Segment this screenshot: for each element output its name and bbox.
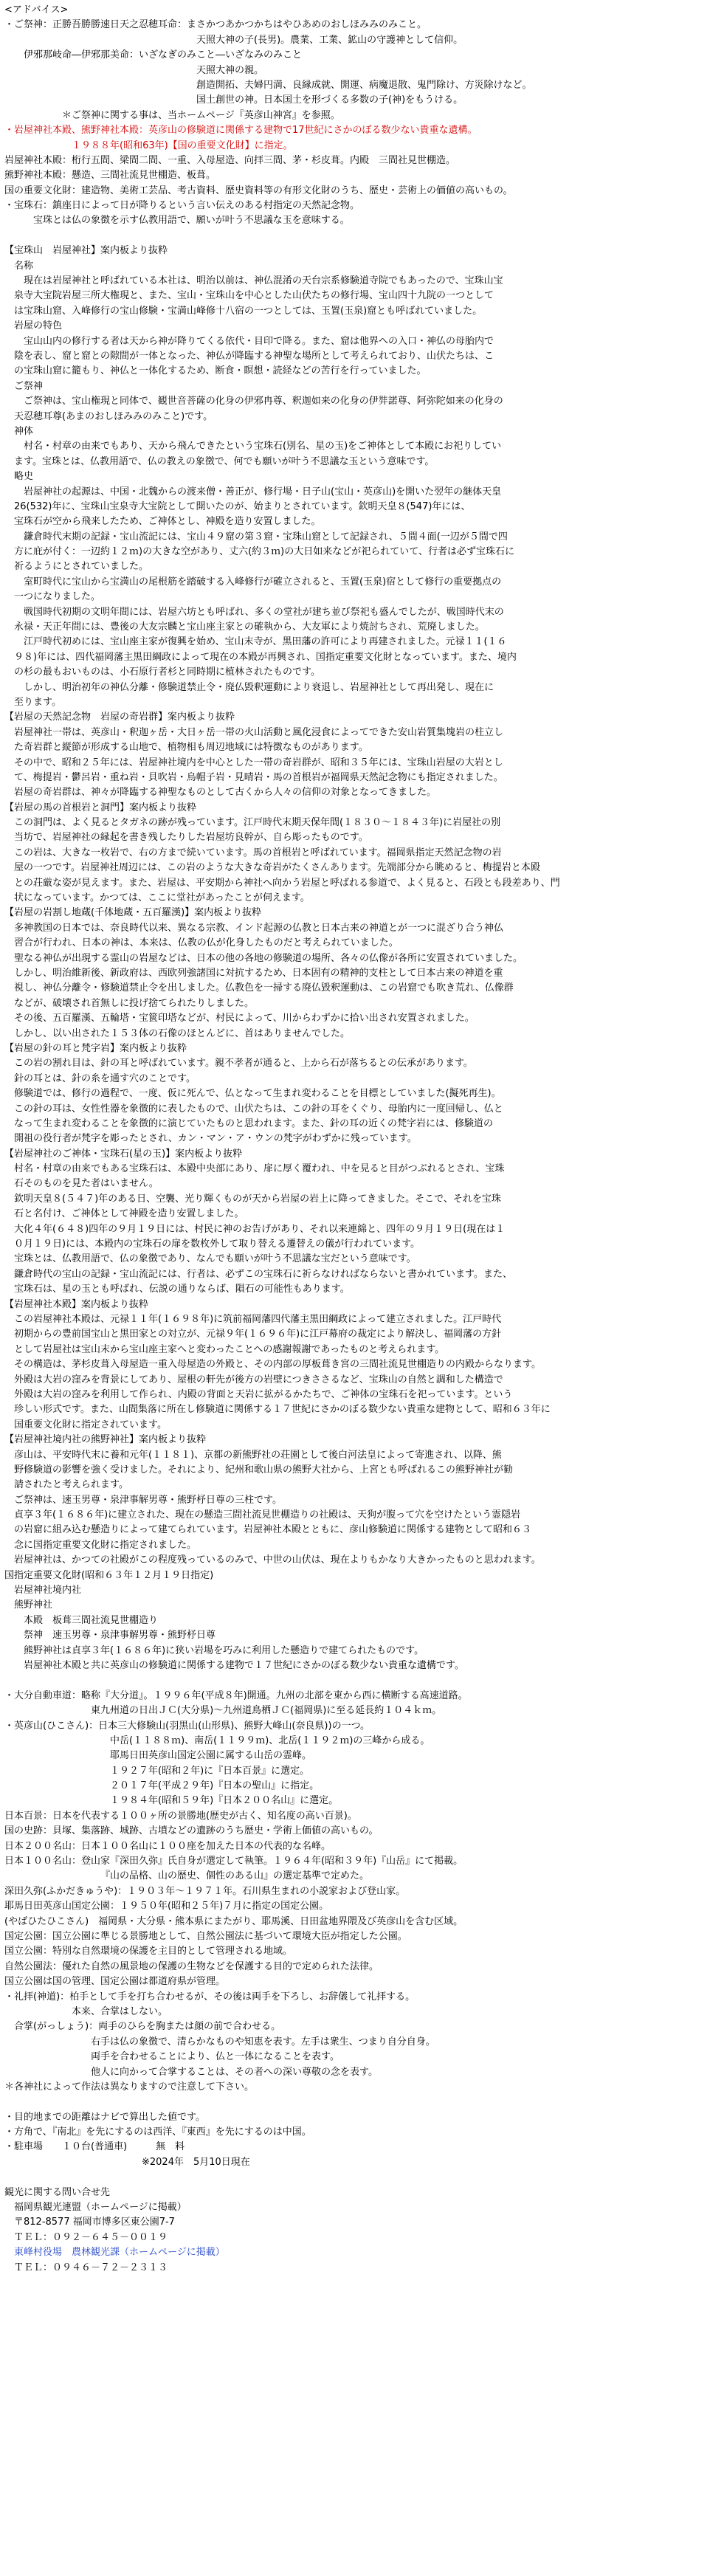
text-line: 習合が行われ、日本の神は、本来は、仏教の仏が化身したものだと考えられていました。 [14,937,399,949]
text-line: 大化４年(６４８)四年の９月１９日には、村民に神のお告げがあり、それ以来連綿と、四年の９月１９日(現在は１ [14,1223,506,1235]
text-line: 神体 [14,425,34,437]
text-line: 室町時代に宝山から宝満山の尾根筋を踏破する入峰修行が確立されると、玉置(玉泉)宿として修行の重要拠点の [24,576,502,588]
text-line: 祈るようにとされていました。 [14,561,149,573]
text-line: 天照大神の親。 [196,64,264,76]
text-line: 村名・村章の由来でもあり、天から飛んできたという宝珠石(別名、星の玉)をご神体として本殿にお祀りしてい [24,441,502,452]
text-line: しかし、明治初年の神仏分離・修験道禁止令・廃仏毀釈運動により衰退し、岩屋神社として再出発し、現在に [24,681,494,693]
text-line: 江戸時代初めには、宝山座主家が復興を始め、宝山末寺が、黒田藩の許可により再建されました。元禄１１(１６ [24,636,507,648]
text-line: 略史 [14,471,34,483]
text-line: 貞享３年(１６８６年)に建立された、現在の懸造三間社流見世棚造りの社殿は、天狗が腹って穴を空けたという霊隠岩 [14,1509,521,1521]
text-line: 国指定重要文化財(昭和６３年１２月１９日指定) [4,1569,214,1581]
text-line: ９８)年には、四代福岡藩主黒田綱政によって現在の本殿が再興され、国指定重要文化財となっています。また、境内 [14,651,517,663]
text-line: 岩屋神社本殿：桁行五間、梁間二間、一重、入母屋造、向拝三間、茅・杉皮葺。内殿 三間社見世棚造。 [4,154,456,166]
text-line: 石そのものを見た者はいません。 [14,1178,159,1190]
text-line: 耶馬日田英彦山国定公園に属する山岳の霊峰。 [110,1750,312,1762]
text-line: 永禄・天正年間には、豊後の大友宗麟と宝山座主家との確執から、大友軍により焼討ちされ、荒廃しました。 [14,621,485,633]
text-line: 彦山は、平安時代末に養和元年(１１８１)、京都の新熊野社の荘園として後白河法皇によって寄進され、以降、熊 [14,1449,502,1461]
text-line: ０月１９日)には、本殿内の宝珠石の扉を数枚外して取り替える遷替えの儀が行われています。 [14,1239,421,1250]
document-lines [4,3,720,2155]
text-line: この針の耳は、女性性器を象徴的に表したもので、山伏たちは、この針の耳をくぐり、母胎内に一度回帰し、仏と [14,1103,503,1115]
text-line: 深田久弥(ふかだきゅうや)：１９０３年～１９７１年。石川県生まれの小説家および登山家。 [4,1885,406,1897]
text-line: ２０１７年(平成２９年)『日本の聖山』に指定。 [110,1780,320,1792]
text-line: 天忍穂耳尊(あまのおしほみみのみこと)です。 [14,410,213,422]
text-line: 両手を合わせることにより、仏と一体になることを表す。 [91,2051,339,2063]
text-line: 【岩屋神社のご神体・宝珠石(星の玉)】案内板より抜粋 [4,1148,243,1160]
text-line: ・宝珠石：鎮座日によって日が降りるという言い伝えのある村指定の天然記念物。 [4,200,360,212]
text-line: 宝珠とは、仏教用語で、仏の象徴であり、なんでも願いが叶う不思議な宝だという意味です。 [14,1253,416,1265]
text-line: 戦国時代初期の文明年間には、岩屋六坊とも呼ばれ、多くの堂社が建ち並び祭祀も盛んでしたが、戦国時代末の [24,606,504,618]
text-line: この洞門は、よく見るとタガネの跡が残っています。江戸時代末期天保年間(１８３０～１８４３年)に岩屋社の別 [14,817,501,829]
text-line: 屋の一つです。岩屋神社周辺には、この岩のような大きな奇岩がたくさんあります。先端部分から眺めると、梅提岩と本殿 [14,862,540,874]
text-line: 【岩屋の天然記念物 岩屋の奇岩群】案内板より抜粋 [4,712,235,723]
text-line: 国重要文化財に指定されています。 [14,1419,167,1430]
text-line: 国土創世の神。日本国土を形づくる多数の子(神)をもうける。 [196,94,463,106]
text-line: ・方角で、『南北』を先にするのは西洋、『東西』を先にするのは中国。 [4,2126,311,2138]
text-line: 26(532)年に、宝珠山宝泉寺大宝院として開いたのが、始まりとされています。欽明天皇８(547)年には、 [14,500,471,512]
text-line: 国の史跡：貝塚、集落跡、城跡、古墳などの遺跡のうち歴史・学術上価値の高いもの。 [4,1825,379,1837]
text-line: 他人に向かって合掌することは、その者への深い尊敬の念を表す。 [91,2066,378,2078]
text-line: 聖なる神仏が出現する霊山の岩屋などは、日本の他の各地の修験道の場所、各々の仏像が各所に安置されていました。 [14,952,523,964]
text-line: 岩屋神社境内社 [14,1585,82,1597]
text-line: 創造開拓、夫婦円満、良縁成就、開運、病魔退散、鬼門除け、方災除けなど。 [196,79,532,91]
inquiry-org1-tel: ＴＥＬ：０９２－６４５－００１９ [14,2231,168,2243]
text-line: 東九州道の日出ＪＣ(大分県)～九州道鳥栖ＪＣ(福岡県)に至る延長約１０４ｋｍ。 [91,1705,442,1717]
text-line: 岩屋の奇岩群は、神々が降臨する神聖なものとして古くから人々の信仰の対象となってきました。 [14,787,437,799]
blank-line [4,2170,720,2185]
text-line: 方に庇が付く：一辺約１２ｍ)の大きな空があり、丈六(約３ｍ)の大日如来などが祀られていて、行者は必ず宝珠石に [14,546,514,558]
text-line: その構造は、茅杉皮葺入母屋造一重入母屋造の外殿と、その内部の厚板葺き宮の三間社流見世棚造りの内殿からなります。 [14,1359,541,1371]
date-note: ※2024年 5月10日現在 [142,2156,250,2168]
text-line: 宝山山内の修行する者は天から神が降りてくる依代・目印で降る。また、窟は他界への入口・神仏の母胎内で [24,335,494,347]
text-line: なって生まれ変わることを象徴的に演じていたものと思われます。また、針の耳の近くの梵字岩には、修験道の [14,1117,493,1129]
text-line: 視し、神仏分離令・修験道禁止令を出しました。仏教色を一掃する廃仏毀釈運動は、この岩窟でも吹き荒れ、仏像群 [14,982,514,994]
text-line: などが、破壊され首無しに投げ捨てられたりしました。 [14,997,255,1009]
text-line: 国定公園：国立公園に準じる景勝地として、自然公園法に基づいて環境大臣が指定した公園。 [4,1931,407,1942]
text-line: ・英彦山(ひこさん)：日本三大修験山(羽黒山(山形県)、熊野大峰山(奈良県))の一つ。 [4,1720,370,1732]
text-line: 外殿は大岩の窪みを利用して作られ、内殿の背面と天岩に拡がるかたちで、ご神体の宝珠石を祀っています。という [14,1388,513,1400]
text-line: 国立公園：特別な自然環境の保護を主目的として管理される地域。 [4,1946,293,1957]
text-line: た奇岩群と縦節が形成する山地で、植物相も周辺地域には特徴なものがあります。 [14,742,368,754]
text-line: 村名・村章の由来でもある宝珠石は、本殿中央部にあり、扉に厚く覆われ、中を見ると目がつぶれるとされ、宝珠 [14,1163,505,1175]
text-line: 【岩屋神社本殿】案内板より抜粋 [4,1298,149,1310]
inquiry-org2-tel: ＴＥＬ：０９４６－７２－２３１３ [14,2262,168,2273]
text-line: 【岩屋の馬の首根岩と洞門】案内板より抜粋 [4,802,197,813]
text-line: て、梅提岩・鬱呂岩・重ね岩・貝吹岩・烏帽子岩・見晴岩・馬の首根岩が福岡県天然記念物にも指定されました。 [14,771,503,783]
blank-line [4,1673,720,1688]
text-line: 岩屋神社一帯は、英彦山・釈迦ヶ岳・大日ヶ岳一帯の火山活動と風化浸食によってできた安山岩質集塊岩の柱立し [14,726,504,738]
text-line: 陰を表し、窟と窟との隙間が一体となった、神仏が降臨する神聖な場所として考えられており、山伏たちは、こ [14,350,494,362]
text-line: 本殿 板葺三間社流見世棚造り [24,1614,159,1626]
text-line: ＊ご祭神に関する事は、当ホームページ『英彦山神宮』を参照。 [62,109,340,121]
text-line: 熊野神社は貞享３年(１６８６年)に狭い岩場を巧みに利用した懸造りで建てられたものです。 [24,1645,424,1656]
text-line: １９８８年(昭和63年)【国の重要文化財】に指定。 [72,140,293,151]
text-line: この岩は、大きな一枚岩で、右の方まで続いています。馬の首根岩と呼ばれています。福岡県指定天然記念物の岩 [14,847,502,858]
text-line: ・大分自動車道：略称『大分道』。１９９６年(平成８年)開通。九州の北部を東から西に横断する高速道路。 [4,1690,468,1701]
text-line: 初期からの豊前国宝山と黒田家との対立が、元禄９年(１６９６年)に江戸幕府の裁定により解決し、福岡藩の方針 [14,1329,502,1340]
text-line: 天照大神の子(長男)。農業、工業、鉱山の守護神として信仰。 [196,34,463,46]
inquiry-heading: 観光に関する問い合せ先 [4,2186,111,2198]
text-line: 欽明天皇８(５４７)年のある日、空襲、光り輝くものが天から岩屋の岩上に降ってきました。そこで、それを宝珠 [14,1193,501,1205]
text-line: 【宝珠山 岩屋神社】案内板より抜粋 [4,245,168,257]
inquiry-org1-name: 福岡県観光連盟（ホームページに掲載） [14,2202,187,2214]
text-line: 開祖の役行者が梵字を彫ったとされ、カン・マン・ア・ウンの梵字がわずかに残っています。 [14,1133,417,1145]
text-line: 本来、合掌はしない。 [72,2005,168,2017]
text-line: の杉の最もおいものは、小石原行者杉と同時期に植林されたものです。 [14,667,320,678]
text-line: 宝珠石が空から飛来したため、ご神体とし、神殿を造り安置しました。 [14,516,321,528]
text-line: 多神教国の日本では、奈良時代以来、異なる宗教、インド起源の仏教と日本古来の神道とが一つに混ざり合う神仏 [14,922,504,934]
text-line: ご祭神 [14,380,44,392]
text-line: ご祭神は、速玉男尊・泉津事解男尊・熊野杼日尊の三柱です。 [14,1494,282,1506]
text-line: 珍しい形式です。また、山間集落に所在し修験道に関係する１７世紀にさかのぼる数少ない貴重な建物として、昭和６３年に [14,1404,551,1416]
text-line: １９８４年(昭和５９年)『日本２００名山』に選定。 [110,1795,339,1807]
text-line: 念に国指定重要文化財に指定されました。 [14,1539,197,1551]
text-line: 国立公園は国の管理、国定公園は都道府県が管理。 [4,1976,226,1988]
text-line: ます。宝珠とは、仏教用語で、仏の教えの象徴で、何でも願いが叶う不思議な玉という意味です。 [14,455,435,467]
text-line: 耶馬日田英彦山国定公園：１９５０年(昭和２５年)７月に指定の国定公園。 [4,1901,329,1912]
text-line: 請されたと考えられます。 [14,1479,128,1491]
text-line: その中で、昭和２５年には、岩屋神社境内を中心とした一帯の奇岩群が、昭和３５年には、宝珠山岩屋の大岩とし [14,757,503,768]
text-line: 石と名付け、ご神体として神殿を造り安置しました。 [14,1208,244,1220]
text-line: 岩屋神社は、かつての社殿がこの程度残っているのみで、中世の山伏は、現在よりもかなり大きかったものと思われます。 [14,1554,541,1566]
text-line: 自然公園法：優れた自然の風景地の保護の生物などを保護する目的で定められた法律。 [4,1960,379,1972]
text-line: しかし、以い出された１５３体の石像のほとんどに、首はありませんでした。 [14,1027,351,1039]
text-line: との荘厳な姿が見えます。また、岩屋は、平安期から神社へ向かう岩屋と呼ばれる参道で、よく見ると、石段とも段差あり、門 [14,877,560,889]
text-line: この岩の割れ目は、針の耳と呼ばれています。親不孝者が通ると、上から石が落ちるとの伝承があります。 [14,1058,473,1070]
text-line: 【岩屋神社境内社の熊野神社】案内板より抜粋 [4,1434,207,1446]
text-line: 修験道では、修行の過程で、一度、仮に死んで、仏となって生まれ変わることを目標としていました(擬死再生)。 [14,1088,501,1100]
text-line: ・礼拝(神道)：柏手として手を打ち合わせるが、その後は両手を下ろし、お辞儀して礼拝する。 [4,1991,416,2002]
inquiry-org2-name-link[interactable]: 東峰村役場 農林観光課（ホームページに掲載） [14,2247,225,2259]
text-line: 鎌倉時代末期の記録・宝山流記には、宝山４９窟の第３窟・宝珠山窟として記録され、５間４面(一辺が５間で四 [24,531,508,543]
text-line: ご祭神は、宝山権現と同体で、観世音菩薩の化身の伊邪冉尊、釈迦如来の化身の伊弉諾尊、阿弥陀如来の化身の [24,396,503,407]
text-line: 一つになりました。 [14,591,101,603]
document-body [4,3,720,2276]
blank-line [4,229,720,244]
text-line: 外殿は大岩の窪みを背景にしてあり、屋根の軒先が後方の岩壁につきささるなど、宝珠山の自然と調和した構造で [14,1374,503,1385]
inquiry-org1-address: 〒812-8577 福岡市博多区東公園7-7 [14,2217,175,2228]
text-line: 岩屋の特色 [14,320,63,332]
text-line: 祭神 速玉男尊・泉津事解男尊・熊野杼日尊 [24,1630,216,1642]
text-line: その後、五百羅漢、五輪塔・宝篋印塔などが、村民によって、川からわずかに拾い出され安置されました。 [14,1013,475,1024]
text-line: この岩屋神社本殿は、元禄１１年(１６９８年)に筑前福岡藩四代藩主黒田綱政によって建立されました。江戸時代 [14,1313,502,1325]
text-line: １９２７年(昭和２年)に『日本百景』に選定。 [110,1765,310,1777]
text-line: ・駐車場 １０台(普通車) 無 料 [4,2141,185,2153]
text-line: 【岩屋の岩割し地蔵(千体地蔵・五百羅漢)】案内板より抜粋 [4,907,262,919]
text-line: 日本２００名山：日本１００名山に１００座を加えた日本の代表的な名峰。 [4,1840,331,1852]
text-line: 泉寺大宝院岩屋三所大権現と、また、宝山・宝珠山を中心とした山伏たちの修行場、宝山四十九院の一つとして [14,290,494,302]
text-line: 岩屋神社本殿と共に英彦山の修験道に関係する建物で１７世紀にさかのぼる数少ない貴重な遺構です。 [24,1659,464,1671]
text-line: ・目的地までの距離はナビで算出した値です。 [4,2111,205,2123]
text-line: 岩屋神社の起源は、中国・北魏からの渡来僧・善正が、修行場・日子山(宝山・英彦山)を開いた翌年の継体天皇 [24,486,502,497]
text-line: として岩屋社は宝山末から宝山座主家へと変わったことへの感謝報謝であったものと考えられます。 [14,1343,445,1355]
text-line: (やばひたひこさん) 福岡県・大分県・熊本県にまたがり、耶馬溪、日田盆地界隈及び英彦山を含む区域。 [4,1915,463,1927]
text-line: 至ります。 [14,696,61,708]
text-line: しかし、明治維新後、新政府は、西欧列強諸国に対抗するため、日本固有の精神的支柱として日本古来の神道を重 [14,968,503,979]
text-line: 右手は仏の象徴で、清らかなものや知恵を表す。左手は衆生、つまり自分自身。 [91,2036,435,2048]
text-line: 宝珠とは仏の象徴を示す仏教用語で、願いが叶う不思議な玉を意味する。 [33,215,350,227]
text-line: の岩窟に組み込む懸造りによって建てられています。岩屋神社本殿とともに、彦山修験道に関係する建物として昭和６３ [14,1524,531,1536]
text-line: 野修験道の影響を強く受けました。それにより、紀州和歌山県の熊野大社から、上宮とも呼ばれるこの熊野神社が勧 [14,1464,514,1475]
blank-line [4,2095,720,2110]
text-line: 『山の品格、山の歴史、個性のある山』の選定基準で定めた。 [100,1870,370,1882]
text-line: 日本百景：日本を代表する１００ヶ所の景勝地(歴史が古く、知名度の高い百景)。 [4,1810,357,1822]
text-line: 状になっています。かつては、ここに堂社があったことが伺えます。 [14,892,310,904]
text-line: 合掌(がっしょう)：両手のひらを胸または顔の前で合わせる。 [14,2021,281,2033]
text-line: 【岩屋の針の耳と梵字岩】案内板より抜粋 [4,1042,187,1054]
text-line: 熊野神社 [14,1599,53,1611]
text-line: 針の耳とは、針の糸を通す穴のことです。 [14,1072,196,1084]
text-line: 鎌倉時代の宝山の記録・宝山流記には、行者は、必ずこの宝珠石に祈らなければならないと書かれています。また、 [14,1268,512,1280]
text-line: <アドバイス> [4,4,69,16]
text-line: 熊野神社本殿：懸造、三間社流見世棚造、板葺。 [4,170,216,182]
text-line: は宝珠山窟、入峰修行の宝山修験・宝満山峰修十八宿の一つとしては、玉置(玉泉)窟とも呼ばれていました。 [14,305,483,317]
text-line: 現在は岩屋神社と呼ばれている本社は、明治以前は、神仏混淆の天台宗系修験道寺院でもあったので、宝珠山宝 [24,275,503,287]
text-line: 国の重要文化財：建造物、美術工芸品、考古資料、歴史資料等の有形文化財のうち、歴史・芸術上の価値の高いもの。 [4,185,513,196]
text-line: 伊邪那岐命―伊邪那美命：いざなぎのみこと―いざなみのみこと [24,49,303,61]
text-line: 当坊で、岩屋神社の縁起を書き残したりした岩屋坊良幹が、自ら彫ったものです。 [14,832,368,844]
text-line: ・ご祭神：正勝吾勝勝速日天之忍穂耳命：まさかつあかつかちはやひあめのおしほみみのみこと。 [4,19,427,31]
text-line: ＊各神社によって作法は異なりますので注意して下さい。 [4,2081,255,2093]
text-line: ・岩屋神社本殿、熊野神社本殿：英彦山の修験道に関係する建物で17世紀にさかのぼる数少ない貴重な遺構。 [4,125,478,137]
text-line: 日本１００名山：登山家『深田久弥』氏自身が選定して執筆。１９６４年(昭和３９年)『山岳』にて掲載。 [4,1856,463,1867]
text-line: の宝珠山窟に籠もり、神仏と一体化するため、断食・瞑想・読経などの苦行を行っていました。 [14,365,427,377]
text-line: 宝珠石は、星の玉とも呼ばれ、伝説の通りならば、隕石の可能性もあります。 [14,1284,350,1295]
text-line: 中岳(１１８８ｍ)、南岳(１１９９ｍ)、北岳(１１９２ｍ)の三峰から成る。 [110,1735,430,1746]
text-line: 名称 [14,260,34,272]
